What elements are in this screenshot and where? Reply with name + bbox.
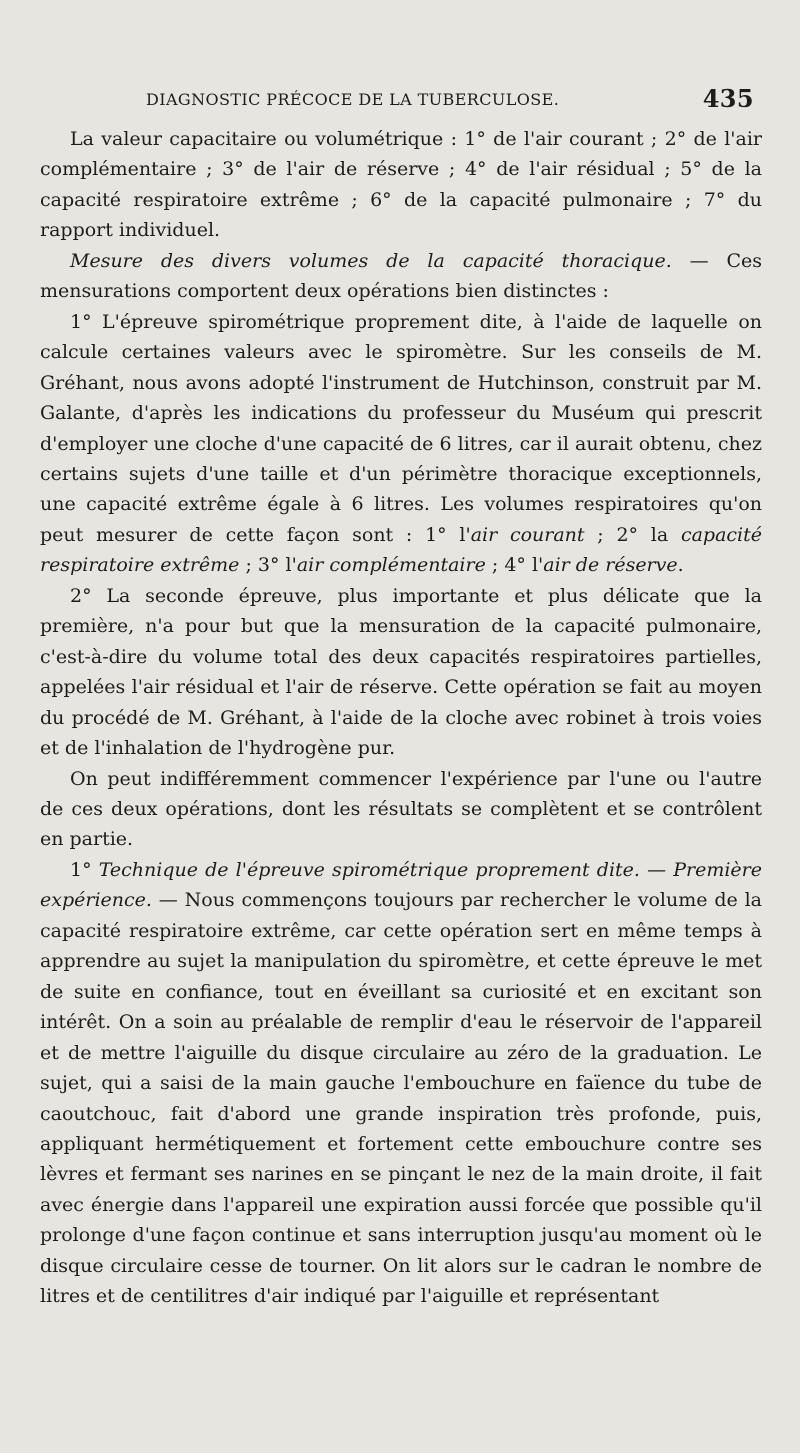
term-air-courant: air courant	[470, 523, 585, 546]
paragraph-3-text-a: 1° L'épreuve spirométrique proprement dite, à l'aide de laquelle on calcule certaines valeurs avec le spiromètre. Sur les conseils de M. Gréhant, nous avons adopté l'instrument de Hutchinson, construit par M. Galante, d'après les indications du professeur du Muséum qui prescrit d'employer une cloche d'une capacité de 6 litres, car il aurait obtenu, chez certains sujets d'une taille et d'un périmètre thoracique exceptionnels, une capacité extrême égale à 6 litres. Les volumes respiratoires qu'on peut mesurer de cette façon sont : 1° l'	[40, 310, 762, 546]
term-air-reserve: air de réserve	[543, 554, 678, 577]
paragraph-1: La valeur capacitaire ou volumétrique : 1° de l'air courant ; 2° de l'air complémentaire ; 3° de l'air de réserve ; 4° de l'air résidual ; 5° de la capacité respiratoire extrême ; 6° de la capacité pulmonaire ; 7° du rapport individuel.	[40, 128, 762, 242]
paragraph-3-text-d: ; 4° l'	[485, 554, 544, 577]
term-capacite-extreme: capacité respiratoire extrême	[40, 523, 762, 577]
subsection-heading: Technique de l'épreuve spirométrique proprement dite. — Première expérience.	[40, 858, 762, 912]
running-title: DIAGNOSTIC PRÉCOCE DE LA TUBERCULOSE.	[146, 90, 560, 109]
paragraph-3-text-b: ; 2° la	[584, 523, 681, 546]
section-heading: Mesure des divers volumes de la capacité thoracique.	[70, 249, 672, 272]
running-header	[146, 84, 766, 120]
paragraph-6	[40, 855, 762, 1312]
paragraph-3	[40, 307, 762, 581]
paragraph-4: 2° La seconde épreuve, plus importante et plus délicate que la première, n'a pour but que la mensuration de la capacité pulmonaire, c'est-à-dire du volume total des deux capacités respiratoires partielles, appelées l'air résidual et l'air de réserve. Cette opération se fait au moyen du procédé de M. Gréhant, à l'aide de la cloche avec robinet à trois voies et de l'inhalation de l'hydrogène pur.	[40, 584, 762, 760]
paragraph-3-text-c: ; 3° l'	[239, 554, 297, 577]
paragraph-3-text-e: .	[677, 554, 684, 577]
paragraph-2-text: — Ces mensurations comportent deux opérations bien distinctes :	[40, 249, 762, 303]
paragraph-5: On peut indifféremment commencer l'expérience par l'une ou l'autre de ces deux opérations, dont les résultats se complètent et se contrôlent en partie.	[40, 767, 762, 851]
body-text	[40, 124, 762, 1312]
paragraph-2	[40, 246, 762, 307]
paragraph-6-text: — Nous commençons toujours par rechercher le volume de la capacité respiratoire extrême, car cette opération sert en même temps à apprendre au sujet la manipulation du spiromètre, et cette épreuve le met de suite en confiance, tout en éveillant sa curiosité et en excitant son intérêt. On a soin au préalable de remplir d'eau le réservoir de l'appareil et de mettre l'aiguille du disque circulaire au zéro de la graduation. Le sujet, qui a saisi de la main gauche l'embouchure en faïence du tube de caoutchouc, fait d'abord une grande inspiration très profonde, puis, appliquant hermétiquement et fortement cette embouchure contre ses lèvres et fermant ses narines en se pinçant le nez de la main droite, il fait avec énergie dans l'appareil une expiration aussi forcée que possible qu'il prolonge d'une façon continue et sans interruption jusqu'au moment où le disque circulaire cesse de tourner. On lit alors sur le cadran le nombre de litres et de centilitres d'air indiqué par l'aiguille et représentant	[40, 889, 762, 1308]
paragraph-6-number: 1°	[70, 858, 99, 881]
page-number: 435	[702, 84, 754, 113]
term-air-complementaire: air complémentaire	[296, 554, 486, 577]
